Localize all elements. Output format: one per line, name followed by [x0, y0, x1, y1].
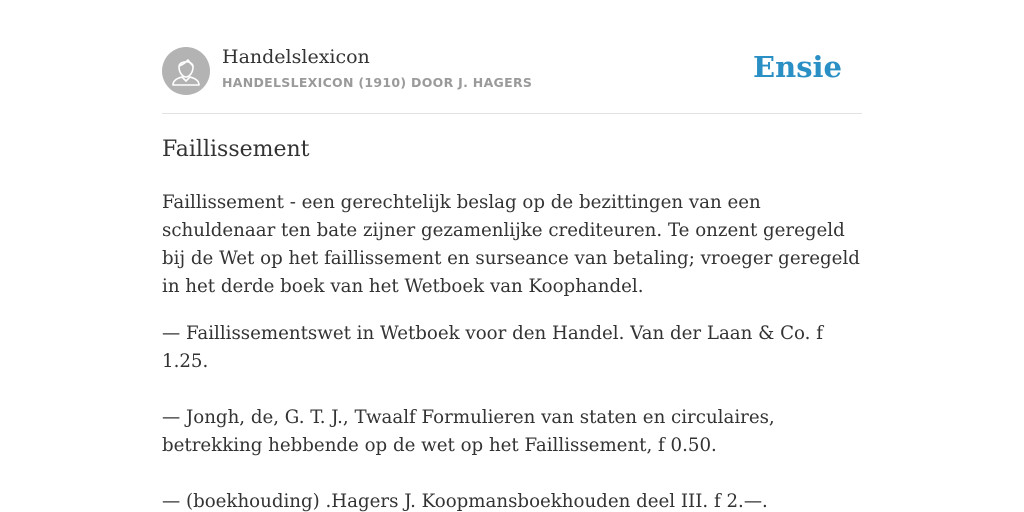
- source-header: [162, 46, 862, 96]
- entry-definition: Faillissement - een gerechtelijk beslag op de bezittingen van een schuldenaar ten bate zijner gezamenlijke crediteuren. Te onzent geregeld bij de Wet op het faillissement en surseance van betaling; vroeger geregeld in het derde boek van het Wetboek van Koophandel.: [162, 192, 860, 297]
- divider: [162, 113, 862, 114]
- avatar[interactable]: [162, 47, 210, 95]
- reference-item: — (boekhouding) .Hagers J. Koopmansboekhouden deel III. f 2.—.: [162, 491, 768, 512]
- reference-item: — Jongh, de, G. T. J., Twaalf Formulieren van staten en circulaires, betrekking hebbende op de wet op het Faillissement, f 0.50.: [162, 407, 775, 456]
- source-subtitle[interactable]: HANDELSLEXICON (1910) DOOR J. HAGERS: [222, 75, 533, 90]
- reference-item: — Faillissementswet in Wetboek voor den Handel. Van der Laan & Co. f 1.25.: [162, 323, 823, 372]
- entry-title: Faillissement: [162, 137, 310, 162]
- user-icon: [162, 47, 210, 95]
- source-title[interactable]: Handelslexicon: [222, 46, 370, 68]
- brand-logo[interactable]: Ensie: [753, 50, 842, 84]
- entry-body: [162, 189, 867, 512]
